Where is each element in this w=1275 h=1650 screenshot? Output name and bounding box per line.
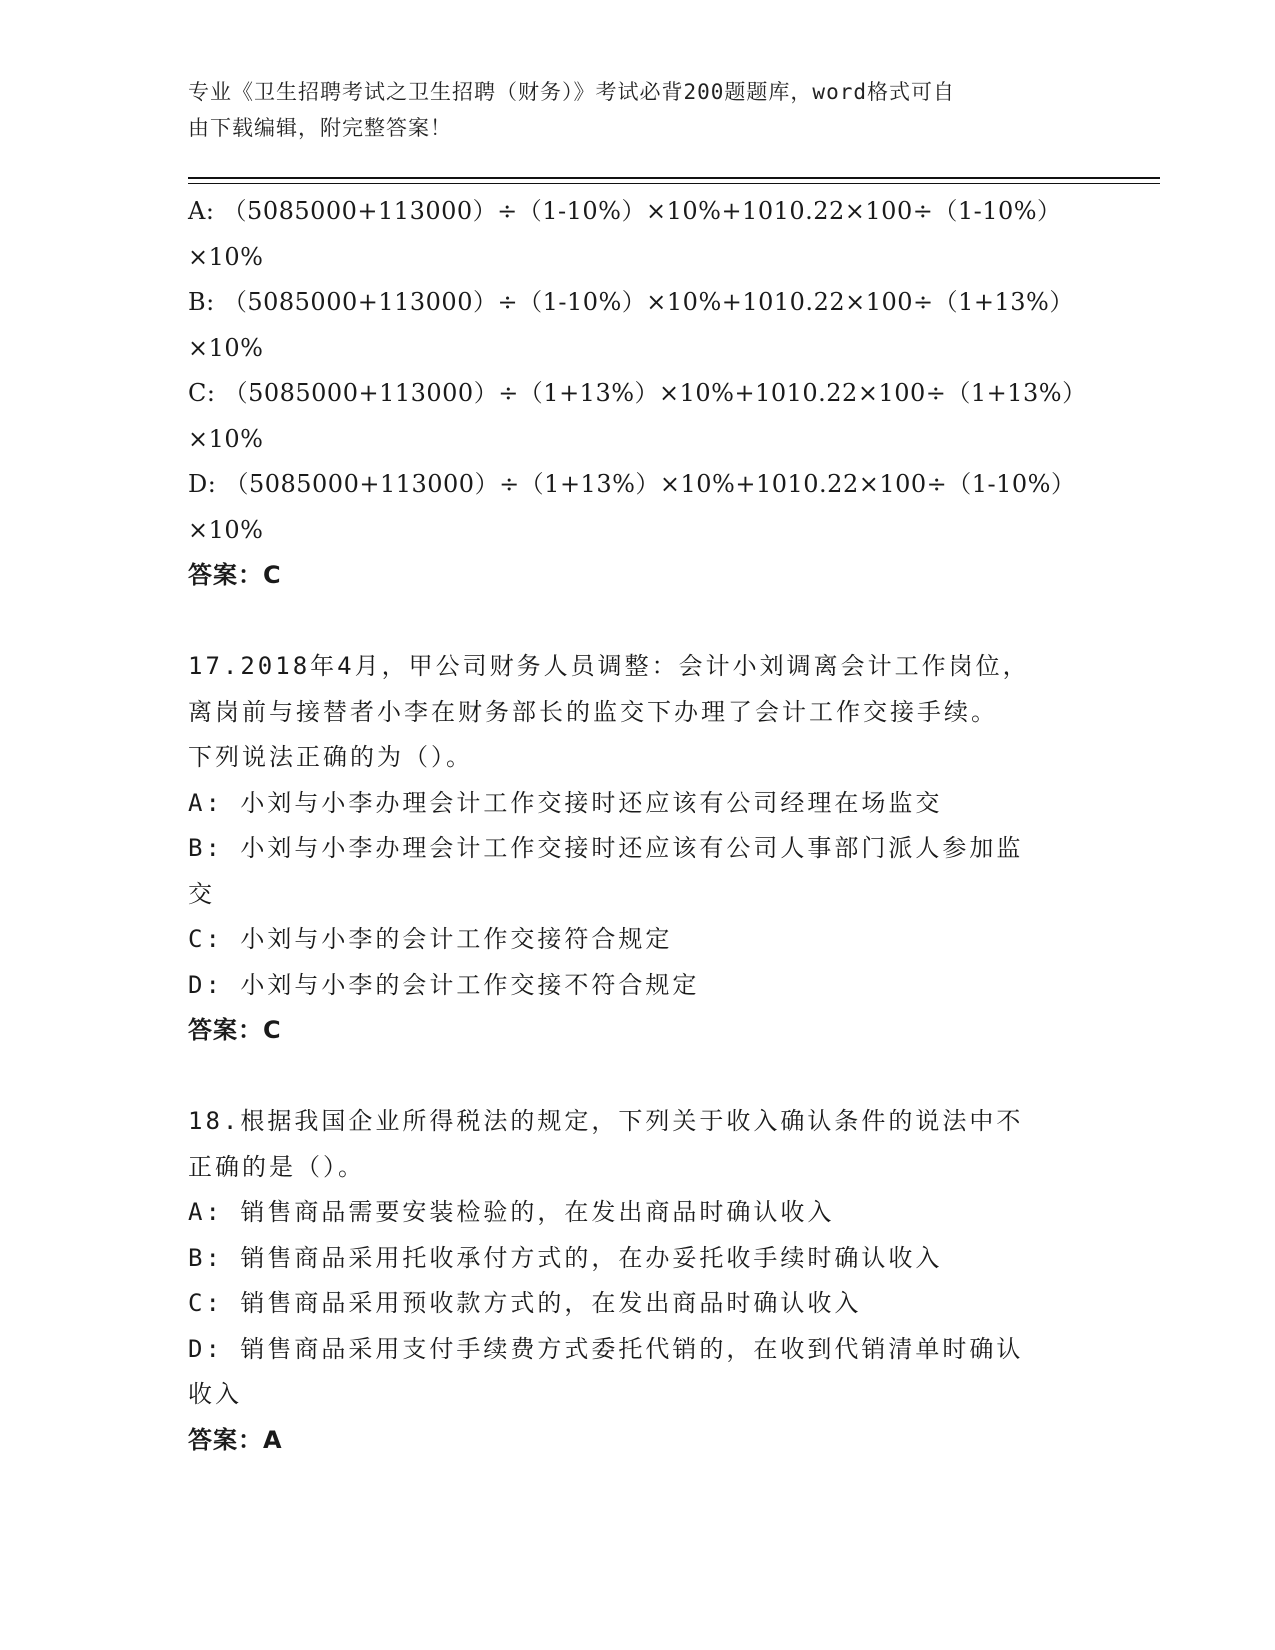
option-b: B: （5085000+113000）÷（1-10%）×10%+1010.22×100÷（1+13%）: [188, 288, 1074, 316]
option-c: C: 销售商品采用预收款方式的，在发出商品时确认收入: [188, 1289, 862, 1317]
question-spacer: [188, 599, 1088, 645]
question-16-options: [188, 189, 1088, 599]
header-divider-thick: [188, 177, 1160, 179]
header-divider-thin: [188, 183, 1160, 184]
question-17: [188, 644, 1088, 1054]
answer-label: 答案：C: [188, 561, 282, 589]
question-stem: 下列说法正确的为（）。: [188, 743, 473, 771]
question-spacer: [188, 1054, 1088, 1100]
document-header: [188, 74, 1068, 146]
option-b-continued: 交: [188, 879, 215, 908]
question-stem: 正确的是（）。: [188, 1152, 365, 1181]
option-a-continued: ×10%: [188, 242, 264, 271]
document-body: [188, 189, 1088, 1463]
option-b: B: 小刘与小李办理会计工作交接时还应该有公司人事部门派人参加监: [188, 834, 1024, 862]
question-stem: 18.根据我国企业所得税法的规定，下列关于收入确认条件的说法中不: [188, 1107, 1024, 1135]
answer-label: 答案：C: [188, 1016, 282, 1044]
option-b: B: 销售商品采用托收承付方式的，在办妥托收手续时确认收入: [188, 1243, 943, 1272]
question-stem: 17.2018年4月，甲公司财务人员调整：会计小刘调离会计工作岗位，: [188, 652, 1030, 680]
question-stem: 离岗前与接替者小李在财务部长的监交下办理了会计工作交接手续。: [188, 697, 998, 726]
option-a: A: 小刘与小李办理会计工作交接时还应该有公司经理在场监交: [188, 788, 943, 817]
option-a: A: （5085000+113000）÷（1-10%）×10%+1010.22×100÷（1-10%）: [188, 197, 1062, 225]
option-d: D: （5085000+113000）÷（1+13%）×10%+1010.22×100÷（1-10%）: [188, 470, 1076, 498]
question-18: [188, 1099, 1088, 1463]
answer-label: 答案：A: [188, 1425, 283, 1454]
option-b-continued: ×10%: [188, 333, 264, 362]
option-c: C: 小刘与小李的会计工作交接符合规定: [188, 925, 673, 953]
option-d-continued: ×10%: [188, 515, 264, 544]
option-a: A: 销售商品需要安装检验的，在发出商品时确认收入: [188, 1198, 835, 1226]
option-d-continued: 收入: [188, 1380, 242, 1408]
header-line: 由下载编辑，附完整答案！: [188, 116, 452, 140]
option-c: C: （5085000+113000）÷（1+13%）×10%+1010.22×100÷（1+13%）: [188, 379, 1087, 407]
option-d: D: 小刘与小李的会计工作交接不符合规定: [188, 970, 700, 999]
option-d: D: 销售商品采用支付手续费方式委托代销的，在收到代销清单时确认: [188, 1334, 1024, 1363]
option-c-continued: ×10%: [188, 424, 264, 453]
header-line: 专业《卫生招聘考试之卫生招聘（财务）》考试必背200题题库，word格式可自: [188, 80, 955, 104]
